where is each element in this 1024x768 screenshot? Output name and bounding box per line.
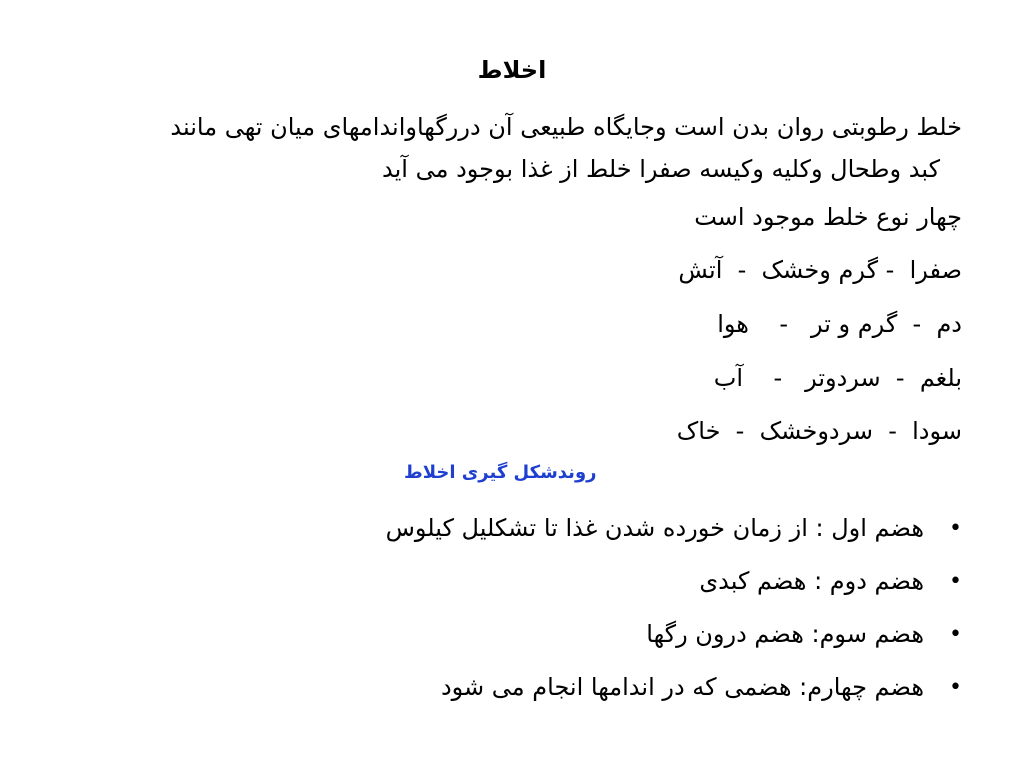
digestion-stage-2: هضم دوم : هضم کبدی xyxy=(699,567,924,595)
types-heading: چهار نوع خلط موجود است xyxy=(694,203,962,231)
bullet-icon: • xyxy=(949,675,962,700)
list-item xyxy=(386,661,962,714)
list-item xyxy=(386,502,962,555)
digestion-stage-list xyxy=(386,502,962,714)
list-item xyxy=(386,608,962,661)
humor-definition xyxy=(82,106,962,190)
formation-subheading: روندشکل گیری اخلاط xyxy=(404,462,597,483)
humor-line-dam: دم - گرم و تر - هوا xyxy=(717,310,962,338)
bullet-icon: • xyxy=(949,516,962,541)
list-item xyxy=(386,555,962,608)
definition-line-1: خلط رطوبتی روان بدن است وجایگاه طبیعی آن دررگهاواندامهای میان تهی مانند xyxy=(170,113,962,141)
bullet-icon: • xyxy=(949,622,962,647)
slide-title: اخلاط xyxy=(477,56,547,84)
humor-line-safra: صفرا - گرم وخشک - آتش xyxy=(678,256,962,284)
digestion-stage-3: هضم سوم: هضم درون رگها xyxy=(646,620,924,648)
bullet-icon: • xyxy=(949,569,962,594)
digestion-stage-4: هضم چهارم: هضمی که در اندامها انجام می شود xyxy=(440,673,924,701)
definition-line-2: کبد وطحال وکلیه وکیسه صفرا خلط از غذا بوجود می آید xyxy=(382,155,940,183)
digestion-stage-1: هضم اول : از زمان خورده شدن غذا تا تشکلیل کیلوس xyxy=(385,514,924,542)
humor-line-balgham: بلغم - سردوتر - آب xyxy=(713,364,962,392)
humor-line-sauda: سودا - سردوخشک - خاک xyxy=(676,417,962,445)
